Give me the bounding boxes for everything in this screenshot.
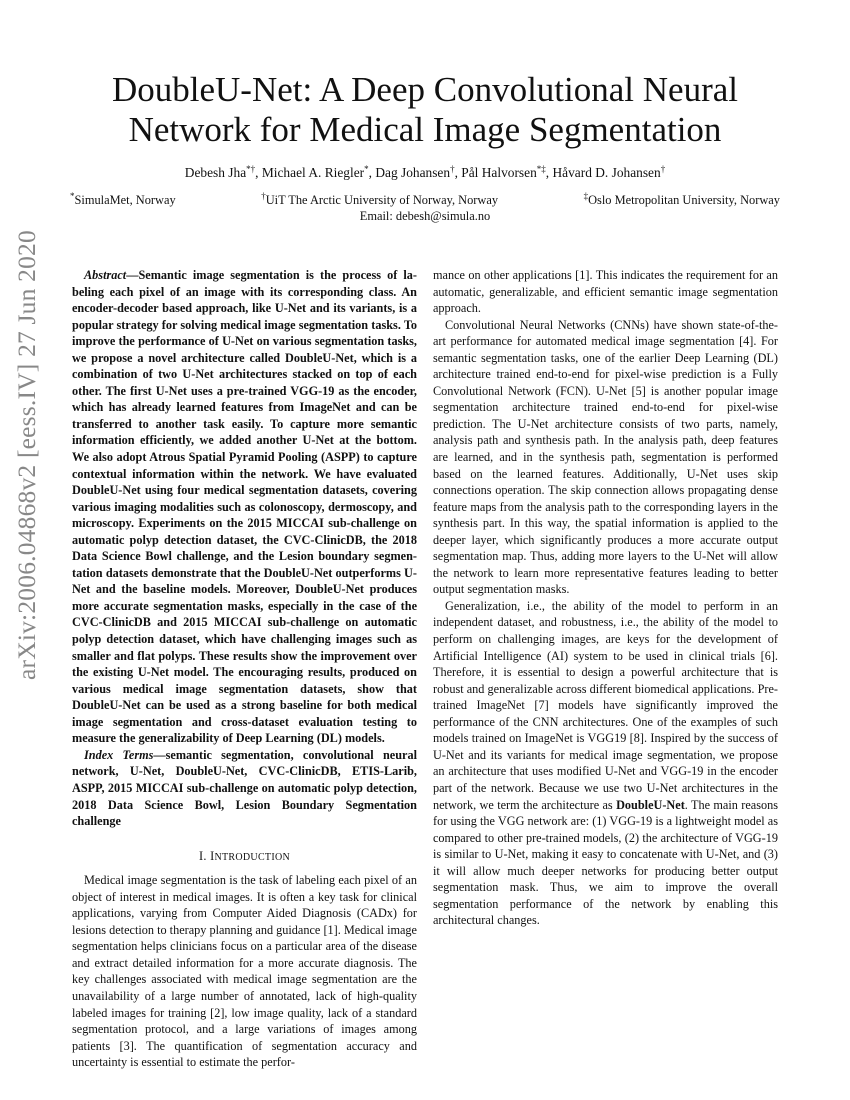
intro-paragraph-3: Generalization, i.e., the ability of the model to perform in an independent dataset, and robustness, i.e., the ability of the model to perform on challenging images, are keys for the development of Artificial Intelligence (AI) system to be used in clinical trials [6]. Therefore, it is essential to design a powerful architecture that is robust and generalizable across different biomedical applications. Pre-trained ImageNet [7] models have significantly improved the performance of the CNN architectures. One of the examples of such models trained on ImageNet is VGG19 [8]. Inspired by the success of U-Net and its variants for medical image segmentation, we propose an architecture that uses modified U-Net and VGG-19 in the encoder part of the network. Because we use two U-Net architectures in the network, we term the architecture as DoubleU-Net. The main reasons for using the VGG network are: (1) VGG-19 is a lightweight model as compared to other pre-trained models, (2) the architecture of VGG-19 is similar to U-Net, making it easy to concatenate with U-Net, and (3) it will allow much deeper networks for producing better output segmentation mask. Thus, we aim to improve the overall segmentation performance of the network by enabling this architectural changes. (433, 598, 778, 928)
intro-paragraph-2: Convolutional Neural Networks (CNNs) have shown state-of-the-art performance for automated medical image segmentation [4]. For semantic segmentation tasks, one of the earlier Deep Learning (DL) architecture trained end-to-end for pixel-wise prediction is a Fully Convolutional Network (FCN). U-Net [5] is another popular image segmentation architecture trained end-to-end for pixel-wise prediction. The U-Net architecture consists of two parts, namely, analysis path and synthesis path. In the analysis path, deep features are learned, and in the synthesis path, segmentation is performed based on the learned features. Additionally, U-Net uses skip connections operation. The skip connection allows propagating dense feature maps from the analysis path to the corresponding layers in the synthesis part. In this way, the spatial information is applied to the deeper layer, which significantly produces a more accurate output segmentation map. Thus, adding more layers to the U-Net will allow the network to learn more representative features leading to better output segmentation masks. (433, 317, 778, 597)
intro-paragraph-1: Medical image segmentation is the task of labeling each pixel of an object of interest in medical images. It is often a key task for clinical applications, varying from Computer Aided Diagnosis (CADx) for lesions detection to therapy planning and guidance [1]. Medical image segmentation helps clinicians focus on a particular area of the disease and extract detailed information for a more accurate diagnosis. The key challenges associated with medical image segmentation are the unavailability of a large number of annotated, lack of high-quality labeled images for training [2], low image quality, lack of a standard segmentation protocol, and a large variations of images among patients [3]. The quantification of segmentation accuracy and uncertainty is essential to estimate the perfor- (72, 873, 417, 1070)
section-heading-introduction: I. INTRODUCTION (198, 848, 291, 863)
affiliation: †UiT The Arctic University of Norway, Norway (261, 191, 499, 207)
author: Michael A. Riegler* (261, 164, 369, 180)
intro-paragraph-1-continued: mance on other applications [1]. This indicates the requirement for an automatic, generalizable, and efficient semantic image segmentation approach. (433, 268, 778, 316)
arxiv-identifier-stamp: arXiv:2006.04868v2 [eess.IV] 27 Jun 2020 (12, 230, 41, 680)
index-terms-text: —semantic segmentation, convolutional neural network, U-Net, DoubleU-Net, CVC-ClinicDB, ETIS-Larib, ASPP, 2015 MICCAI sub-challenge on automatic polyp detection, 2018 Data Science Bowl, Lesion Boundary Segmentation challenge (72, 747, 417, 829)
title-line-1: DoubleU-Net: A Deep Convolutional Neural (112, 70, 738, 109)
affiliation: *SimulaMet, Norway (70, 191, 176, 207)
index-terms-label: Index Terms (84, 747, 154, 762)
abstract-text: —Semantic image segmentation is the process of labeling each pixel of an image with its corresponding class. An encoder-decoder based approach, like U-Net and its variants, is a popular strategy for solving medical image segmentation tasks. To improve the performance of U-Net on various segmentation tasks, we propose a novel architecture called DoubleU-Net, which is a combination of two U-Net architectures stacked on top of each other. The first U-Net uses a pre-trained VGG-19 as the encoder, which has already learned features from ImageNet and can be transferred to another task easily. To capture more semantic information efficiently, we added another U-Net at the bottom. We also adopt Atrous Spatial Pyramid Pooling (ASPP) to capture contextual information within the network. We have evaluated DoubleU-Net using four medical segmentation datasets, covering various imaging modalities such as colonoscopy, dermoscopy, and microscopy. Experiments on the 2015 MICCAI sub-challenge on automatic polyp detection dataset, the CVC-ClinicDB, the 2018 Data Science Bowl challenge, and the Lesion boundary segmentation datasets demonstrate that the DoubleU-Net outperforms U-Net and the baseline models. Moreover, DoubleU-Net produces more accurate segmentation masks, especially in the case of the CVC-ClinicDB and 2015 MICCAI sub-challenge on automatic polyp detection dataset, which have challenging images such as smaller and flat polyps. These results show the improvement over the existing U-Net model. The encouraging results, produced on various medical image segmentation datasets, show that DoubleU-Net can be used as a strong baseline for both medical image segmentation and cross-dataset evaluation testing to measure the generalizability of Deep Learning (DL) models. (72, 268, 417, 746)
title-line-2: Network for Medical Image Segmentation (128, 110, 722, 149)
author-list: Debesh Jha*†, Michael A. Riegler*, Dag Johansen†, Pål Halvorsen*‡, Håvard D. Johansen† (184, 164, 666, 180)
page-title (0, 70, 850, 150)
doubleunet-emphasis: DoubleU-Net (616, 797, 685, 812)
contact-email: Email: debesh@simula.no (359, 209, 491, 223)
abstract-label: Abstract (84, 268, 127, 282)
abstract (72, 267, 417, 830)
author: Pål Halvorsen*‡ (461, 164, 546, 180)
author: Debesh Jha*† (184, 164, 256, 180)
left-column (72, 267, 417, 1071)
affiliation-list (70, 193, 780, 208)
right-column (433, 267, 778, 929)
author: Dag Johansen† (375, 164, 455, 180)
author: Håvard D. Johansen† (552, 164, 666, 180)
affiliation: ‡Oslo Metropolitan University, Norway (583, 191, 780, 207)
